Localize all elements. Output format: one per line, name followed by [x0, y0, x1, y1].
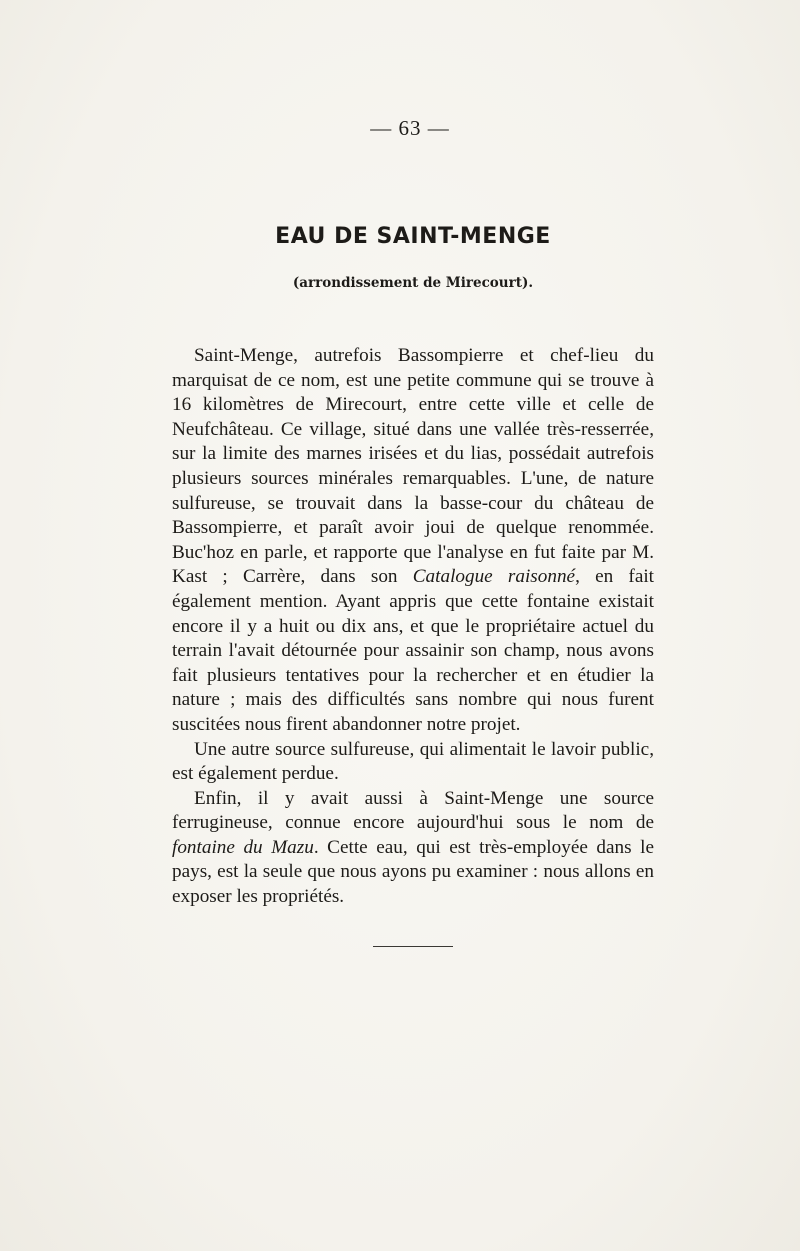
- paragraph-text: , en fait également mention. Ayant appris que cette fontaine existait encore il y a huit ou dix ans, et que le propriétaire actuel du terrain l'avait détournée pour assainir son champ, nous avons fait plusieurs tentatives pour la rechercher et en étudier la nature ; mais des difficultés sans nombre qui nous furent suscitées nous firent abandonner notre projet.: [172, 566, 654, 735]
- paragraph: [172, 738, 654, 787]
- paragraph-text: Une autre source sulfureuse, qui alimentait le lavoir public, est également perdue.: [172, 738, 654, 785]
- paragraph-text: Enfin, il y avait aussi à Saint-Menge une source ferrugineuse, connue encore aujourd'hui sous le nom de: [172, 787, 654, 834]
- paragraph: [172, 787, 654, 910]
- page-number: — 63 —: [370, 116, 450, 140]
- paragraph: [172, 344, 654, 738]
- paragraph-text: . Cette eau, qui est très-employée dans le pays, est la seule que nous ayons pu examiner : nous allons en exposer les propriétés.: [172, 836, 654, 908]
- paragraph-italic: Catalogue raisonné: [412, 566, 576, 588]
- body-text: [172, 344, 654, 910]
- page-title: EAU DE SAINT-MENGE: [275, 224, 551, 249]
- page-subtitle: (arrondissement de Mirecourt).: [292, 275, 534, 291]
- section-divider: [373, 946, 453, 947]
- paragraph-italic: fontaine du Mazu: [172, 836, 314, 858]
- paragraph-text: Saint-Menge, autrefois Bassompierre et chef-lieu du marquisat de ce nom, est une petite commune qui se trouve à 16 kilomètres de Mirecourt, entre cette ville et celle de Neufchâteau. Ce village, situé dans une vallée très-resserrée, sur la limite des marnes irisées et du lias, possédait autrefois plusieurs sources minérales remarquables. L'une, de nature sulfureuse, se trouvait dans la basse-cour du château de Bassompierre, et paraît avoir joui de quelque renommée. Buc'hoz en parle, et rapporte que l'analyse en fut faite par M. Kast ; Carrère, dans son: [172, 345, 654, 588]
